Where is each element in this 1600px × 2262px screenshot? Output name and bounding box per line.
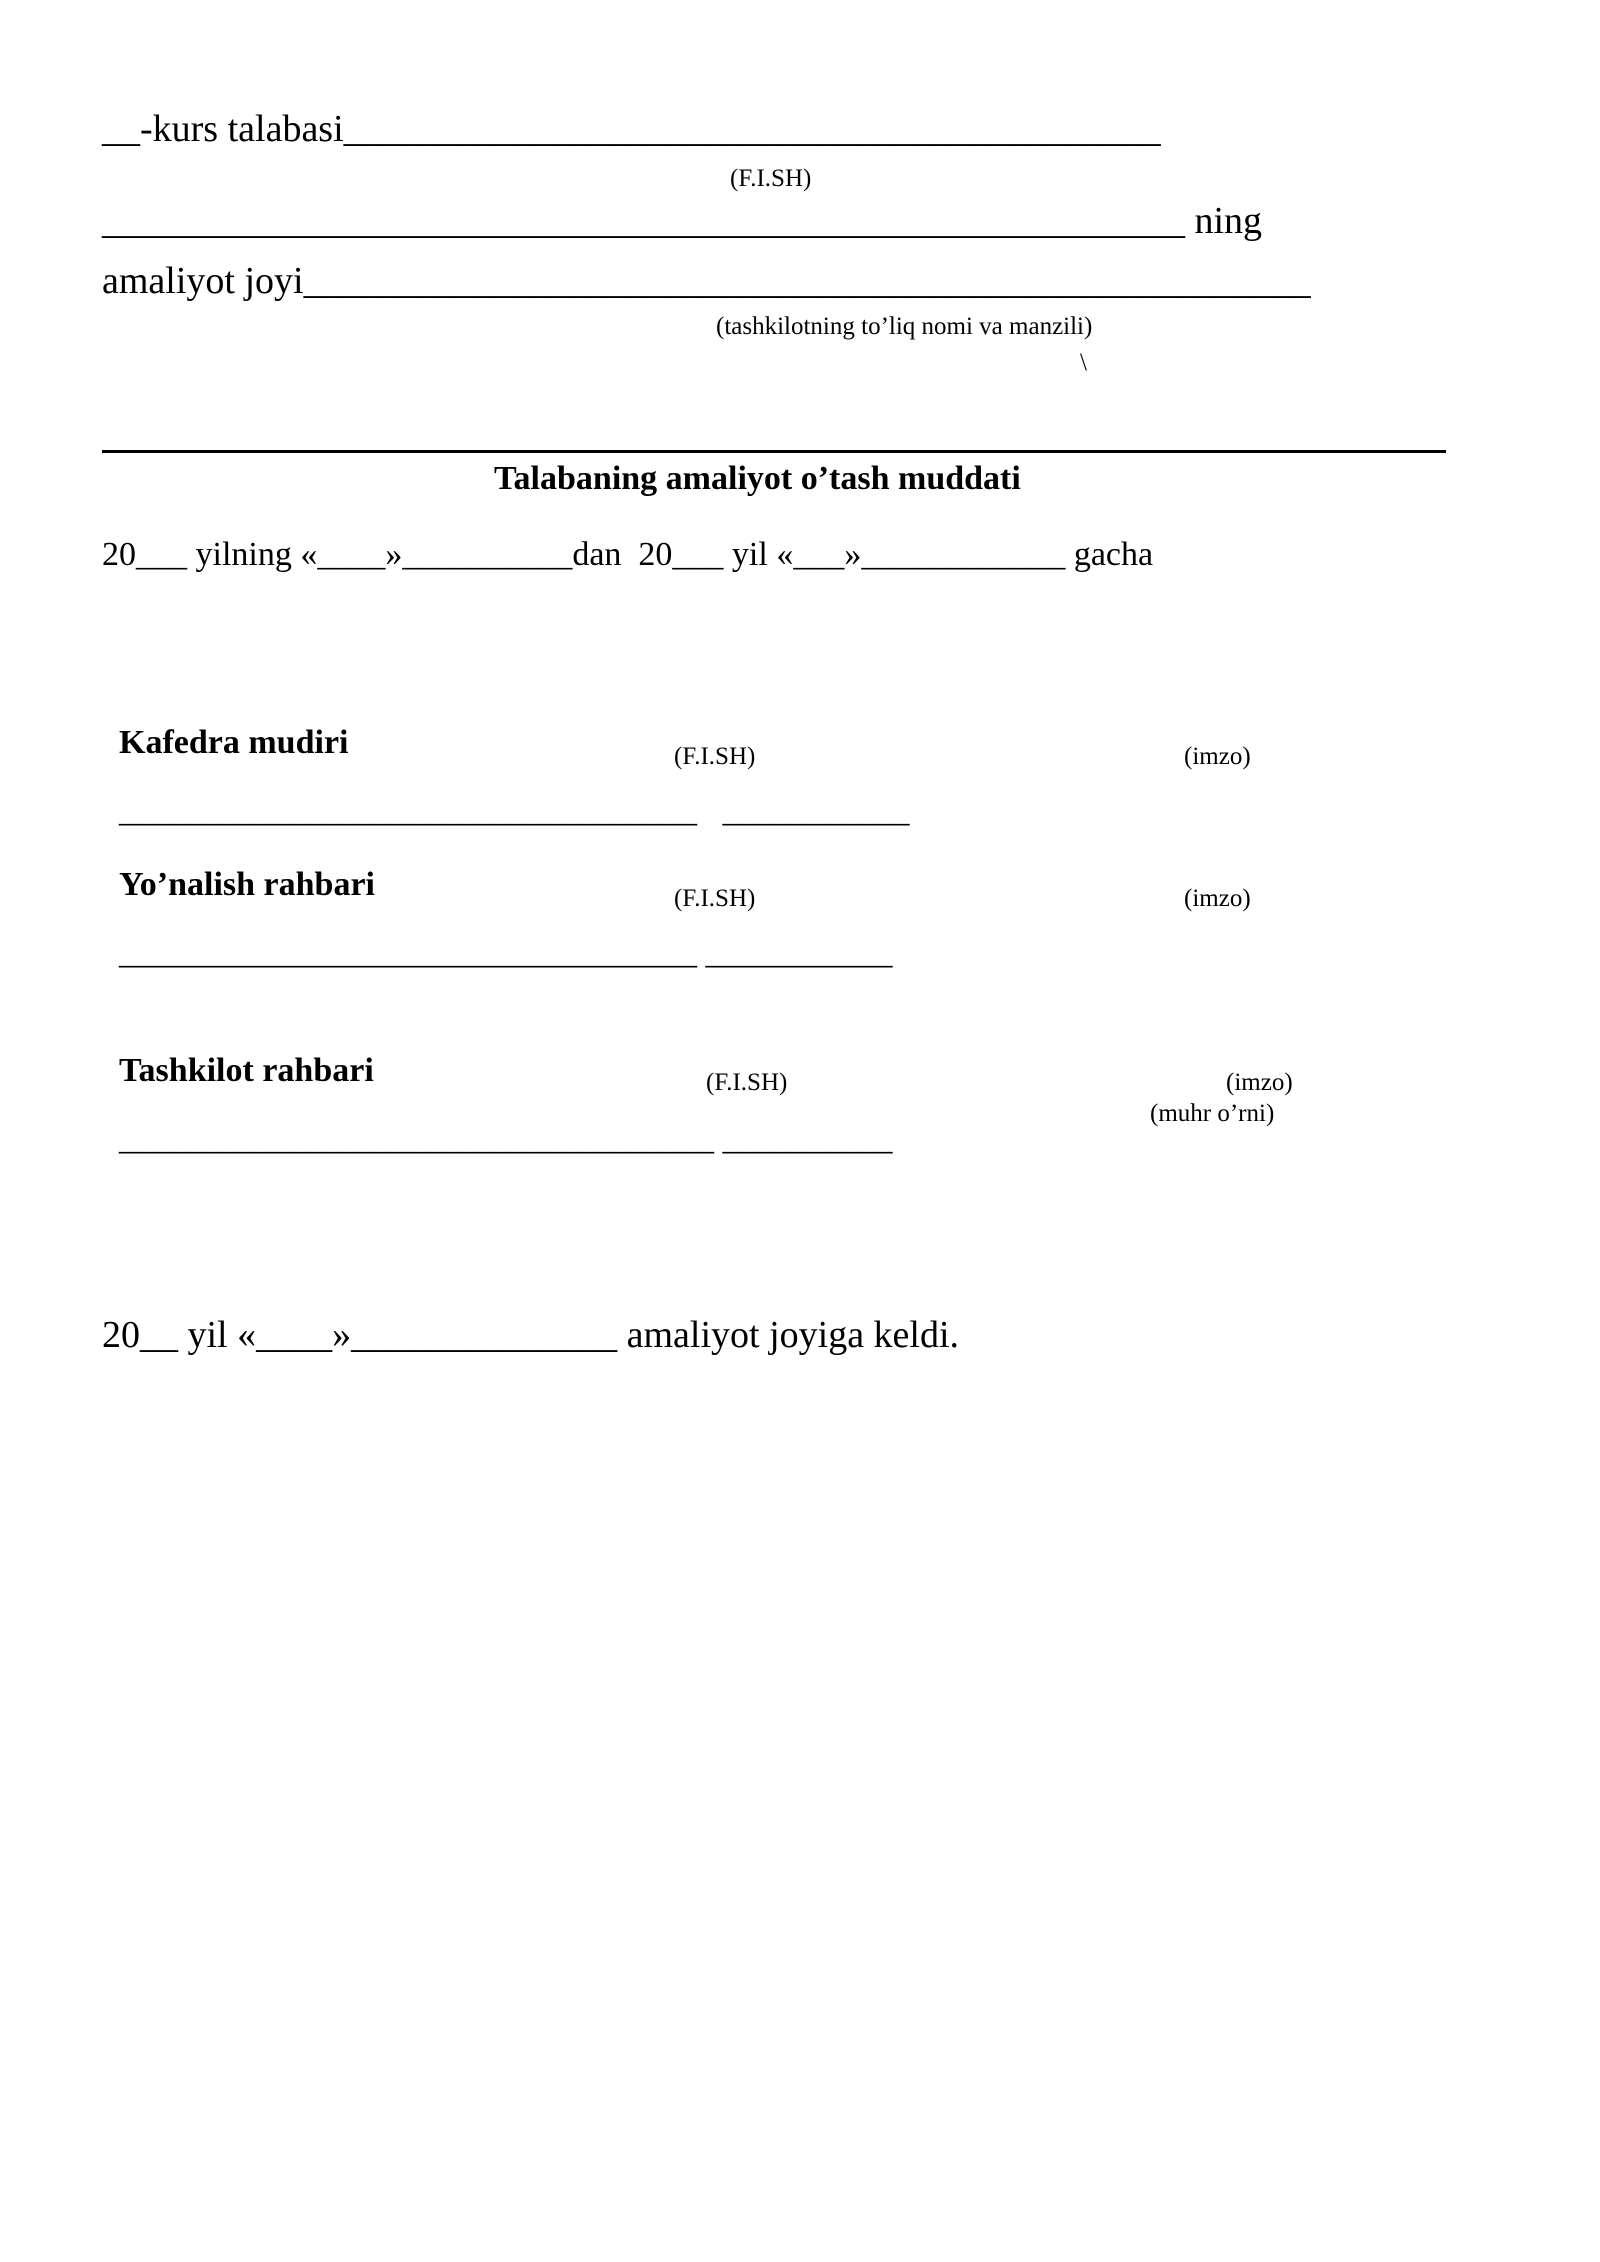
arrival-line: 20__ yil «____»______________ amaliyot joyiga keldi. bbox=[102, 1314, 960, 1356]
signature-row-yonalish bbox=[102, 834, 893, 970]
signature-label: Kafedra mudiri bbox=[119, 724, 349, 761]
signature-label: Tashkilot rahbari bbox=[119, 1052, 374, 1089]
stamp-place-caption: (muhr o’rni) bbox=[1150, 1100, 1275, 1127]
student-fish-caption: (F.I.SH) bbox=[730, 165, 812, 192]
signature-label: Yo’nalish rahbari bbox=[119, 866, 375, 903]
student-name-line: __-kurs talabasi___________________________________________ bbox=[102, 108, 1161, 150]
signature-lines: __________________________________ ___________ bbox=[119, 792, 910, 829]
practice-place-line: amaliyot joyi_____________________________________________________ bbox=[102, 260, 1311, 302]
organization-caption: (tashkilotning to’liq nomi va manzili) bbox=[716, 313, 1093, 340]
period-dates-line: 20___ yilning «____»__________dan 20___ yil «___»____________ gacha bbox=[102, 536, 1154, 573]
kafedra-sign-caption: (imzo) bbox=[1184, 743, 1251, 770]
signature-lines: __________________________________ ___________ bbox=[119, 934, 893, 971]
tashkilot-sign-caption: (imzo) bbox=[1226, 1069, 1293, 1096]
backslash-mark: \ bbox=[1080, 349, 1087, 376]
signature-row-kafedra bbox=[102, 692, 910, 828]
kafedra-fish-caption: (F.I.SH) bbox=[674, 743, 756, 770]
tashkilot-fish-caption: (F.I.SH) bbox=[706, 1069, 788, 1096]
yonalish-fish-caption: (F.I.SH) bbox=[674, 885, 756, 912]
section-divider bbox=[102, 450, 1446, 453]
student-line-ning: _________________________________________________________ ning bbox=[102, 200, 1263, 242]
yonalish-sign-caption: (imzo) bbox=[1184, 885, 1251, 912]
period-title: Talabaning amaliyot o’tash muddati bbox=[494, 460, 1021, 497]
signature-lines: ___________________________________ __________ bbox=[119, 1120, 893, 1157]
